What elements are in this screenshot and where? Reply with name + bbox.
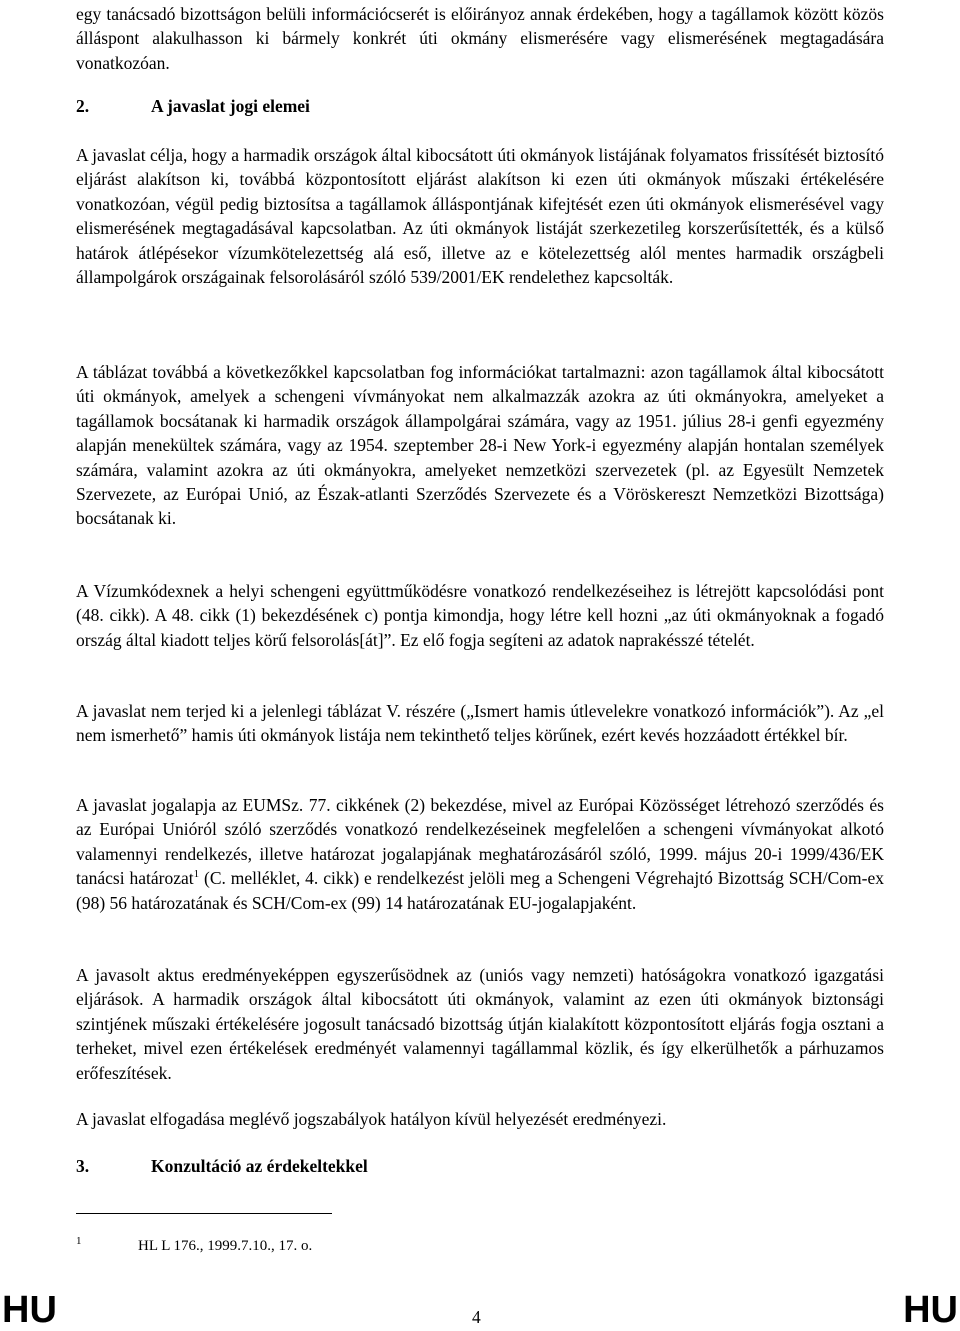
section-2-paragraph-6: A javasolt aktus eredményeképpen egyszerűsödnek az (uniós vagy nemzeti) hatóságokra vonatkozó igazgatási eljárások. A harmadik országok által kibocsátott úti okmányok, valamint az ezen úti okmányok biztonsági szintjének műszaki értékelésére jogosult tanácsadó bizottság útján kialakított központosított eljárás fogja osztani a terheket, mivel ezen értékelések eredményét valamennyi tagállammal közlik, és így elkerülhetők a párhuzamos erőfeszítések. xyxy=(76,965,884,1083)
language-code-left: HU xyxy=(2,1289,57,1331)
legal-basis-text: A javaslat jogalapja az EUMSz. 77. cikkének (2) bekezdése, mivel az Európai Közösséget létrehozó szerződés és az Európai Unióról szóló szerződés vonatkozó rendelkezéseinek megfelelően a schengeni vívmányokat alkotó valamennyi rendelkezés, illetve határozat jogalapjának meghatározásáról szóló, 1999. május 20-i 1999/436/EK tanácsi határozat xyxy=(76,795,884,889)
section-2-paragraph-2: A táblázat továbbá a következőkkel kapcsolatban fog információkat tartalmazni: azon tagállamok által kibocsátott úti okmányok, amelyek a schengeni vívmányokat nem alkalmazzák azokra az úti okmányokra, amelyeket a tagállamok bocsátanak ki harmadik országok állampolgárai számára, vagy az 1951. július 28-i genfi egyezmény alapján menekültek számára, vagy az 1954. szeptember 28-i New York-i egyezmény alapján hontalan személyek számára, valamint azokra az úti okmányokra, amelyeket nemzetközi szervezetek (pl. az Egyesült Nemzetek Szervezete, az Európai Unió, az Észak-atlanti Szerződés Szervezete és a Vöröskereszt Nemzetközi Bizottsága) bocsátanak ki. xyxy=(76,362,884,529)
intro-paragraph: egy tanácsadó bizottságon belüli információcserét is előirányoz annak érdekében, hogy a tagállamok között közös álláspont alakulhasson ki bármely konkrét úti okmány elismerésére vagy elismerésének megtagadására vonatkozóan. xyxy=(76,4,884,73)
section-2-heading xyxy=(76,94,310,118)
footnote-reference[interactable]: 1 xyxy=(193,868,200,881)
section-2-paragraph-3: A Vízumkódexnek a helyi schengeni együttműködésre vonatkozó rendelkezéseihez is létrejött kapcsolódási pont (48. cikk). A 48. cikk (1) bekezdésének c) pontja kimondja, hogy létre kell hozni „az úti okmányoknak a fogadó ország által kiadott teljes körű felsorolás[át]”. Ez elő fogja segíteni az adatok naprakésszé tételét. xyxy=(76,581,884,650)
section-2-paragraph-1: A javaslat célja, hogy a harmadik országok által kibocsátott úti okmányok listájának folyamatos frissítését biztosító eljárást alakítson ki, továbbá központosított eljárást alakítson ki ezen úti okmányok műszaki értékelésére vonatkozóan, végül pedig biztosítsa a tagállamok álláspontjának kifejtését ezen úti okmányok elismerésével vagy elismerésének megtagadásával kapcsolatban. Az úti okmányok listáját szerkezetileg korszerűsítették, és a külső határok átlépésekor vízumkötelezettség alá eső, illetve az e kötelezettség alól mentes harmadik országbeli állampolgárok országainak felsorolásáról szóló 539/2001/EK rendelethez kapcsolták. xyxy=(76,145,884,288)
section-2-paragraph-7: A javaslat elfogadása meglévő jogszabályok hatályon kívül helyezését eredményezi. xyxy=(76,1109,667,1129)
section-3-number: 3. xyxy=(76,1156,90,1176)
section-2-paragraph-5 xyxy=(76,793,884,915)
section-2-title: A javaslat jogi elemei xyxy=(151,96,310,116)
language-code-right: HU xyxy=(903,1289,958,1331)
footnote: 1 HL L 176., 1999.7.10., 17. o. xyxy=(76,1235,313,1254)
section-2-paragraph-4: A javaslat nem terjed ki a jelenlegi táblázat V. részére („Ismert hamis útlevelekre vonatkozó információk”). Az „el nem ismerhető” hamis úti okmányok listája nem tekinthető teljes körűnek, ezért kevés hozzáadott értékkel bír. xyxy=(76,701,884,746)
section-3-title: Konzultáció az érdekeltekkel xyxy=(151,1156,368,1176)
footnote-text: HL L 176., 1999.7.10., 17. o. xyxy=(138,1238,313,1254)
section-3-heading xyxy=(76,1154,368,1178)
footnote-divider xyxy=(76,1213,332,1214)
page-number: 4 xyxy=(472,1307,481,1327)
section-2-number: 2. xyxy=(76,96,90,116)
legal-basis-continuation: (C. melléklet, 4. cikk) e rendelkezést jelöli meg a Schengeni Végrehajtó Bizottság SCH/Com-ex (98) 56 határozatának és SCH/Com-ex (99) 14 határozatának EU-jogalapjaként. xyxy=(76,868,885,913)
